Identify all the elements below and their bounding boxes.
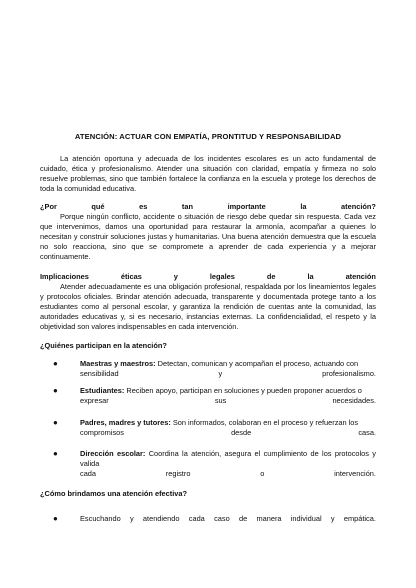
item-word: atendiendo (142, 514, 180, 523)
participant-description-word: sus (214, 396, 227, 405)
item-word: empática. (343, 514, 376, 523)
bullet-icon: ● (53, 418, 58, 427)
heading-word: importante (227, 202, 266, 211)
heading-word: tan (181, 202, 193, 211)
heading-word: qué (91, 202, 105, 211)
participant-description-word: desde (231, 428, 252, 437)
participant-description-word: casa. (358, 428, 376, 437)
participant-description-word: cada (80, 469, 97, 478)
why-heading (40, 202, 376, 212)
how-heading: ¿Cómo brindamos una atención efectiva? (40, 489, 188, 498)
why-body: Porque ningún conflicto, accidente o situación de riesgo debe quedar sin respuesta. Cada vez que intervenimos, damos una oportunidad para restaurar la armonía, acompañar a quienes lo necesitan y construir soluciones justas y humanitarias. Una buena atención demuestra que la escuela no solo reacciona, sino que se compromete a aprender de cada experiencia y a mejorar continuamente. (40, 212, 376, 261)
participant-item (40, 418, 376, 438)
participant-description-word: o (260, 469, 265, 478)
participant-description: Son informados, colaboran en el proceso y refuerzan los (170, 418, 359, 427)
participant-description-word: intervención. (334, 469, 376, 478)
intro-paragraph: La atención oportuna y adecuada de los incidentes escolares es un acto fundamental de cuidado, ética y profesionalismo. Atender una situación con claridad, empatía y firmeza no solo resuelve problemas, sino que también fortalece la confianza en la escuela y protege los derechos de toda la comunidad educativa. (40, 154, 376, 193)
participant-description-word: profesionalismo. (322, 369, 376, 378)
item-word: individual (290, 514, 322, 523)
participant-description: Reciben apoyo, participan en soluciones y pueden proponer acuerdos o (124, 386, 362, 395)
heading-word: de (266, 272, 276, 281)
who-heading: ¿Quiénes participan en la atención? (40, 341, 167, 350)
item-word: manera (256, 514, 282, 523)
heading-word: legales (209, 272, 235, 281)
participant-role: Padres, madres y tutores: (80, 418, 171, 427)
how-list-item (40, 514, 376, 524)
item-word: caso (214, 514, 230, 523)
heading-word: la (307, 272, 314, 281)
participant-description-word: sensibilidad (80, 369, 119, 378)
heading-word: ¿Por (40, 202, 57, 211)
heading-word: atención (345, 272, 376, 281)
participant-description-word: y (218, 369, 223, 378)
item-word: y (129, 514, 134, 523)
participant-role: Maestras y maestros: (80, 359, 156, 368)
heading-word: Implicaciones (40, 272, 89, 281)
heading-word: atención? (341, 202, 376, 211)
document-title: ATENCIÓN: ACTUAR CON EMPATÍA, PRONTITUD Y RESPONSABILIDAD (74, 132, 342, 141)
item-word: Escuchando (80, 514, 121, 523)
heading-word: es (139, 202, 148, 211)
implications-body: Atender adecuadamente es una obligación profesional, respaldada por los lineamientos legales y protocolos oficiales. Brindar atención adecuada, transparente y documentada protege tanto a los estudiantes como al personal escolar, y garantiza la rendición de cuentas ante la comunidad, las autoridades educativas y, si es necesario, instancias externas. La confidencialidad, el respeto y la objetividad son valores indispensables en cada intervención. (40, 282, 376, 331)
participant-description-word: registro (165, 469, 191, 478)
participant-item (40, 449, 376, 479)
implications-heading (40, 272, 376, 282)
heading-word: éticas (120, 272, 142, 281)
why-section (40, 202, 376, 262)
participant-role: Estudiantes: (80, 386, 125, 395)
item-word: de (238, 514, 248, 523)
participant-item (40, 386, 376, 406)
heading-word: la (300, 202, 307, 211)
bullet-icon: ● (53, 514, 58, 523)
participant-item (40, 359, 376, 379)
implications-section (40, 272, 376, 332)
item-word: y (330, 514, 335, 523)
item-word: cada (188, 514, 205, 523)
participant-description: Detectan, comunican y acompañan el proceso, actuando con (155, 359, 359, 368)
participant-description-word: expresar (80, 396, 109, 405)
participant-description: Coordina la atención, asegura el cumplimiento de los protocolos y valida (80, 449, 376, 468)
bullet-icon: ● (53, 449, 58, 458)
bullet-icon: ● (53, 386, 58, 395)
participant-description-word: necesidades. (332, 396, 376, 405)
participant-role: Dirección escolar: (80, 449, 146, 458)
participant-description-word: compromisos (80, 428, 124, 437)
heading-word: y (173, 272, 178, 281)
bullet-icon: ● (53, 359, 58, 368)
